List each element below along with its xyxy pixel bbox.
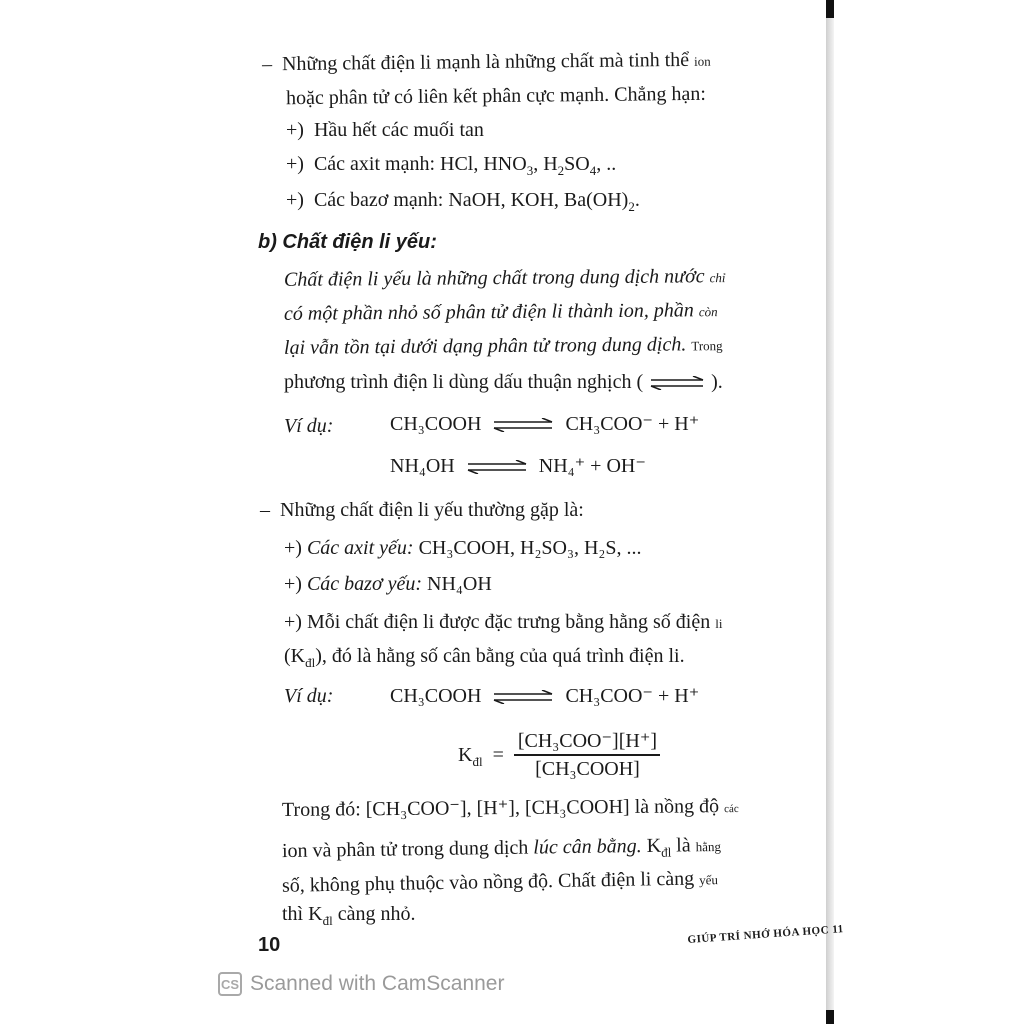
text-fragment: Các bazơ yếu: [306, 573, 423, 595]
text-fragment: CH₃COOH, H₂SO₃, H₂S, ... [418, 537, 642, 559]
text-fragment: Ví dụ: [284, 685, 334, 707]
strong-item-salts [286, 118, 484, 142]
equilibrium-arrow-icon [492, 418, 554, 432]
weak-common-intro [260, 498, 584, 522]
text-fragment: Các bazơ mạnh: NaOH, KOH, Ba(OH) [313, 189, 629, 211]
subscript: đl [472, 753, 483, 769]
reactant: NH₄OH [390, 455, 455, 477]
camscanner-watermark [218, 972, 504, 996]
text-fragment: (K [284, 645, 306, 667]
text-fragment: ). [711, 371, 723, 393]
constant-symbol [458, 744, 483, 767]
text-fragment: ), đó là hằng số cân bằng của quá trình điện li. [315, 645, 685, 667]
text-fragment: Trong đó: [CH₃COO⁻], [H⁺], [CH₃COOH] là nồng độ [281, 795, 720, 821]
subscript: đl [305, 655, 316, 670]
strong-electrolyte-line-2 [286, 82, 706, 110]
running-title: GIÚP TRÍ NHỚ HÓA HỌC 11 [687, 923, 845, 946]
reactant: CH₃COOH [390, 685, 482, 707]
text-fragment: phương trình điện li dùng dấu thuận nghịch ( [284, 371, 644, 393]
text-fragment: , .. [596, 153, 617, 175]
text-fragment: lúc cân bằng. [533, 835, 642, 859]
watermark-text: Scanned with CamScanner [250, 972, 505, 995]
page-number: 10 [258, 934, 281, 956]
text-fragment: Trong [691, 338, 723, 354]
page-corner-mark-bottom [826, 1010, 834, 1024]
example-label [284, 414, 333, 438]
explanation-line-4 [282, 902, 415, 926]
text-fragment: ion [694, 53, 711, 69]
section-b-heading [258, 230, 437, 254]
page-edge-shadow [826, 0, 834, 1024]
item-marker: +) [284, 537, 302, 559]
equals-sign: = [492, 743, 504, 766]
strong-electrolyte-line-1 [262, 48, 711, 79]
text-fragment: thì K [282, 903, 323, 925]
equilibrium-arrow-icon [492, 690, 554, 704]
page-corner-mark [826, 0, 834, 18]
text-fragment: càng nhỏ. [337, 903, 416, 925]
text-fragment: Ví dụ: [284, 415, 334, 437]
fraction [514, 728, 661, 782]
text-fragment: Những chất điện li mạnh là những chất mà tinh thể [281, 48, 690, 76]
text-fragment: chỉ [709, 270, 726, 286]
bullet-dash: – [260, 499, 270, 521]
text-fragment: Hầu hết các muối tan [313, 119, 484, 141]
text-fragment: Chất điện li yếu là những chất trong dung dịch nước [283, 265, 705, 291]
text-fragment: số, không phụ thuộc vào nồng độ. Chất điện li càng [281, 867, 695, 897]
text-fragment: K [646, 834, 662, 857]
equation-ammonium-hydroxide [390, 454, 646, 478]
strong-item-acids: +) Các axit mạnh: HCl, $HNO_3$, $H_2SO_4$, .. [286, 153, 617, 178]
text-fragment: là [676, 834, 691, 857]
equation-acetic-acid [390, 412, 699, 436]
text-fragment: hoặc phân tử có liên kết phân cực mạnh. Chẳng hạn: [285, 82, 706, 110]
bullet-dash: – [261, 53, 273, 76]
item-marker: +) [286, 153, 304, 175]
fraction-denominator: [CH₃COOH] [535, 758, 640, 780]
text-fragment: hằng [695, 838, 722, 855]
equation-acetic-acid-2 [390, 684, 699, 708]
text-fragment: Những chất điện li yếu thường gặp là: [280, 499, 584, 521]
products: NH₄⁺ + OH⁻ [538, 455, 646, 477]
item-marker: +) [286, 189, 304, 211]
text-fragment: còn [698, 304, 718, 320]
equilibrium-arrow-icon [466, 460, 528, 474]
text-fragment: Mỗi chất điện li được đặc trưng bằng hằng số điện [306, 611, 711, 633]
text-fragment: yếu [699, 872, 719, 888]
text-fragment: Các axit yếu: [306, 537, 414, 559]
products: CH₃COO⁻ + H⁺ [565, 413, 700, 435]
strong-item-bases: +) Các bazơ mạnh: NaOH, KOH, $Ba(OH)_2$. [286, 189, 640, 214]
heading-text: b) Chất điện li yếu: [258, 231, 437, 253]
explanation-line-3 [282, 866, 718, 900]
subscript: đl [322, 913, 333, 928]
reactant: CH₃COOH [390, 413, 482, 435]
text-fragment: ion và phân tử trong dung dịch [281, 836, 529, 863]
weak-item-constant-line-1 [284, 610, 722, 636]
dissociation-constant-formula [458, 728, 661, 782]
text-fragment: SO [564, 153, 590, 175]
products: CH₃COO⁻ + H⁺ [565, 685, 700, 707]
item-marker: +) [284, 611, 302, 633]
fraction-numerator: [CH₃COO⁻][H⁺] [517, 730, 658, 752]
text-fragment: lại vẫn tồn tại dưới dạng phân tử trong dung dịch. [283, 333, 687, 359]
weak-def-line-2 [284, 298, 718, 328]
weak-item-acids [284, 536, 642, 560]
text-fragment: có một phần nhỏ số phân tử điện li thành ion, phần [283, 299, 694, 325]
text-fragment: , H [533, 153, 558, 175]
weak-item-bases [284, 572, 492, 596]
text-fragment: Các axit mạnh: HCl, HNO [313, 153, 527, 175]
explanation-line-2 [282, 833, 721, 865]
explanation-line-1 [282, 794, 739, 825]
subscript: đl [661, 844, 672, 860]
item-marker: +) [286, 119, 304, 141]
weak-def-line-3 [284, 332, 723, 362]
weak-def-line-4 [284, 370, 723, 394]
text-fragment: . [634, 189, 640, 211]
text-fragment: NH₄OH [427, 573, 492, 595]
weak-item-constant-line-2 [284, 644, 685, 668]
equilibrium-arrow-icon [649, 376, 705, 390]
text-fragment: K [458, 743, 473, 766]
camscanner-logo-icon: CS [218, 972, 242, 996]
example-label-2 [284, 684, 333, 708]
weak-def-line-1 [284, 264, 726, 294]
text-fragment: li [715, 616, 723, 631]
item-marker: +) [284, 573, 302, 595]
text-fragment: các [724, 803, 739, 816]
